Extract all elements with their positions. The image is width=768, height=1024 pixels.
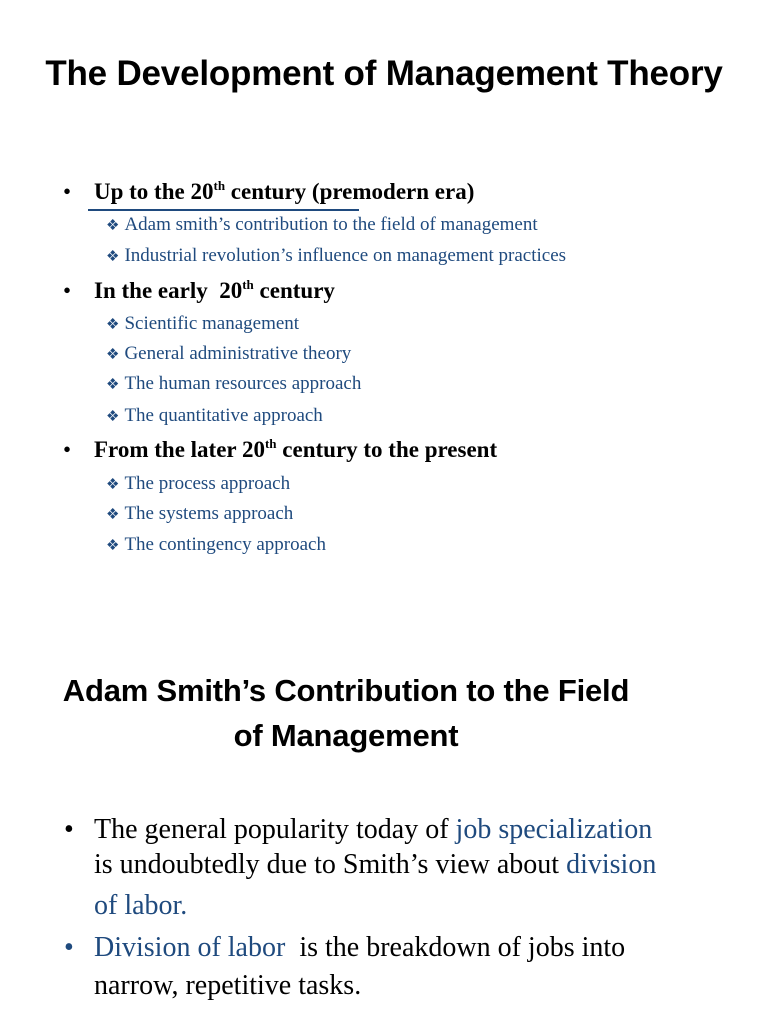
list-item: ❖ Adam smith’s contribution to the field of management — [106, 214, 538, 235]
section-heading-later-20th — [63, 436, 497, 464]
list-item: ❖ The quantitative approach — [106, 405, 323, 426]
slide-title: The Development of Management Theory — [45, 54, 723, 93]
title-line: of Management — [233, 718, 459, 753]
slide-title — [0, 668, 692, 758]
diamond-bullet-icon: ❖ — [106, 538, 120, 554]
text-line: is undoubtedly due to Smith’s view about division — [94, 849, 657, 880]
diamond-bullet-icon: ❖ — [106, 347, 120, 363]
heading-text: century to the present — [276, 437, 498, 462]
bullet: • — [63, 278, 72, 303]
heading-text: From the later 20 — [94, 437, 265, 462]
diamond-bullet-icon: ❖ — [106, 218, 120, 234]
heading-text: century (premodern era) — [225, 179, 475, 204]
text-line: narrow, repetitive tasks. — [94, 970, 362, 1001]
bullet: • — [64, 932, 74, 963]
list-item: ❖ Industrial revolution’s influence on management practices — [106, 245, 567, 266]
heading-text: century — [253, 278, 335, 303]
diamond-bullet-icon: ❖ — [106, 377, 120, 393]
text-line: Division of labor is the breakdown of jobs into — [94, 932, 626, 963]
list-item: ❖ Scientific management — [106, 313, 300, 334]
superscript: th — [242, 277, 254, 292]
section-heading-early-20th — [63, 277, 335, 305]
diamond-bullet-icon: ❖ — [106, 249, 120, 265]
heading-text: Up to the 20 — [94, 179, 214, 204]
text-line: The general popularity today of job specialization — [94, 814, 653, 845]
bullet: • — [63, 179, 72, 204]
list-item: ❖ The human resources approach — [106, 373, 362, 394]
term-highlight: Division of labor — [94, 932, 286, 963]
heading-text: In the early 20 — [94, 278, 243, 303]
diamond-bullet-icon: ❖ — [106, 409, 120, 425]
list-item: ❖ The systems approach — [106, 503, 294, 524]
heading-underline — [88, 209, 359, 211]
diamond-bullet-icon: ❖ — [106, 477, 120, 493]
term-highlight: division — [566, 849, 657, 880]
text-line: of labor. — [94, 890, 188, 921]
title-line: Adam Smith’s Contribution to the Field — [62, 673, 630, 708]
list-item: ❖ The process approach — [106, 473, 291, 494]
diamond-bullet-icon: ❖ — [106, 317, 120, 333]
superscript: th — [264, 436, 277, 451]
diamond-bullet-icon: ❖ — [106, 507, 120, 523]
bullet: • — [64, 814, 74, 845]
list-item: ❖ General administrative theory — [106, 343, 352, 364]
bullet: • — [63, 437, 72, 462]
superscript: th — [213, 178, 226, 193]
list-item: ❖ The contingency approach — [106, 534, 326, 555]
section-heading-premodern — [63, 178, 474, 206]
term-highlight: job specialization — [455, 814, 653, 845]
